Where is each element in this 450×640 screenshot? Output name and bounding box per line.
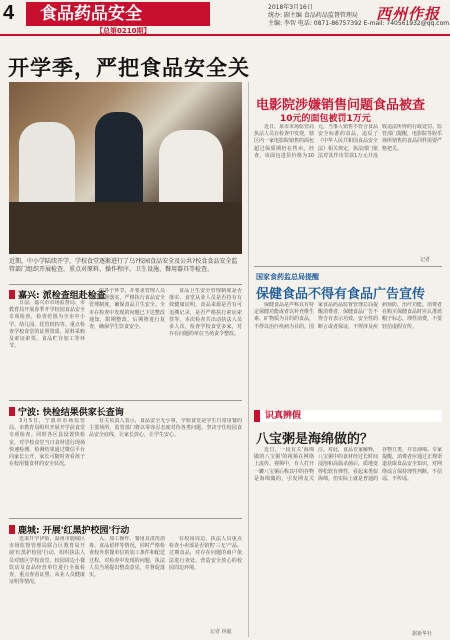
heading-marker	[9, 290, 15, 299]
paragraph: 食品卫生安全管理制度是否落实、食堂从业人员是否持有有效健康证明，食品来源是否有可追溯记录，是否严格执行索证索票等。本次检查共出动执法人员多人次，检查学校食堂多家，对存在问题的单位当场责令整改。	[169, 288, 242, 338]
divider	[9, 518, 242, 519]
column-divider	[248, 82, 249, 637]
heading-text: 宁波: 快检结果供家长查询	[18, 408, 124, 418]
page-number: 4	[3, 2, 15, 24]
section-title-text: 食品药品安全	[40, 4, 142, 24]
paragraph: 日前，嘉兴市市场监督局、市教育局开展春季开学校园食品安全专项检查，检查范围为全市中小学、幼儿园、托管机构等。重点检查学校食堂的证照资质、原料采购及索证索票、食品贮存加工等环节。	[9, 300, 85, 350]
article-title-congee: 八宝粥是海绵做的？	[256, 432, 374, 447]
heading-text: 鹿城: 开展'红黑护校园'行动	[18, 526, 130, 536]
issue-number: 【总第0210期】	[96, 27, 151, 35]
article-kicker: 国家食药监总局提醒	[256, 273, 319, 281]
author-signature: 据新华社	[412, 631, 433, 637]
article-body	[9, 300, 85, 396]
paragraph: 入、加工操作、餐用具清洗消毒、食品留样等情况，同时严格检查校外供餐单位的加工条件和配送过程。对检查中发现的问题，执法人员当场提出整改意见，并督促落实。	[89, 536, 165, 579]
heading-marker	[9, 407, 15, 416]
paragraph: 的各个环节，并要求管理人员做好监督落实，严格执行食品安全管理制度，确保食品卫生安全。全市在检查中发现的问题已下达整改通知，限期整改，后期将进行复查，确保学生饮食安全。	[89, 288, 165, 331]
article-body	[9, 418, 85, 514]
kitchen-counter	[9, 202, 242, 254]
paragraph: 近日，一段有关'海绵做的八宝粥'的视频在网络上流传。视频中，有人打开一罐八宝粥后称其中的谷物是海绵做的，引发网友关注。对此，食品专家解释，八宝粥中的食材经过长时间浸泡和高温杀菌后，质地变得松软有弹性，看起来类似海绵，但实际上就是普通的谷物豆类，并非海绵。专家提醒，消费者应通过正规渠道获取食品安全知识，对网络谣言保持理性判断，不信谣、不传谣。	[254, 447, 442, 482]
article-body	[169, 288, 242, 396]
article-body	[254, 447, 442, 629]
article-body	[169, 536, 242, 626]
newspaper-logo: 西州作报	[376, 5, 441, 23]
heading-marker	[9, 525, 15, 534]
editor-line: 统办: 副主编 食品药品监督管理局	[268, 12, 358, 19]
author-signature: 记者 林毅	[210, 629, 232, 635]
article-title-cinema: 电影院涉嫌销售问题食品被查	[256, 98, 426, 113]
news-photo	[9, 82, 242, 254]
section-bar: 识真辨假	[254, 410, 442, 422]
paragraph: 在校园周边，执法人员重点检查小卖部是否销售'三无'产品、过期食品，对存在问题的商户依法进行查处，营造安全放心的校园周边环境。	[169, 536, 242, 571]
article-subtitle-cinema: 10元的面包被罚1万元	[280, 114, 371, 124]
photo-caption: 近期，中小学陆续开学，学校食堂逐渐进行了乌?校园食品安全及公共?校食食品安全监管部门组织开展检查，重点对原料、操作程序、卫生设施、餐用器具等检查。	[9, 258, 238, 273]
author-signature: 记者	[420, 257, 431, 263]
divider	[9, 400, 242, 401]
paragraph: 近来开学伊始，温州市鹿城区市场监督管理局联合区教育局开展'红黑护校园'行动，组织执法人员对辖区学校食堂、校园周边小餐饮店及食品经营单位进行全面检查，重点查看证照、从业人员健康证明等情况。	[9, 536, 85, 586]
section-title	[26, 2, 210, 35]
heading-text: 嘉兴: 派检查组赴检查	[18, 291, 106, 301]
page-header	[0, 0, 450, 36]
divider	[254, 266, 442, 267]
article-title-health-food: 保健食品不得有食品广告宣传	[256, 287, 426, 302]
issue-date: 2018年3月16日	[268, 4, 313, 11]
paragraph: 保健食品是声称具有特定保健功能或者以补充维生素、矿物质为目的的食品，不得以治疗疾病为目的。国家食品药品监督管理总局提醒消费者，保健食品广告不得含有表示功效、安全性的断言或者保证，不得涉及疾病预防、治疗功能。消费者在购买保健食品时应认准蓝帽子标志，理性消费，不要轻信虚假宣传。	[254, 302, 442, 330]
divider	[9, 284, 242, 285]
article-body	[89, 536, 165, 636]
article-heading-ningbo	[9, 405, 124, 418]
paragraph: 近日，某市市场监管局执法人员在检查中发现，辖区内一家电影院销售的面包超过保质期仍在售卖。经查，该面包进货价格为10元，当事人销售不符合食品安全标准的食品，违反了《中华人民共和国食品安全法》相关规定，执法部门依法对其作出罚款1万元并没收违法所得的行政处罚。监管部门提醒，电影院等娱乐场所销售的食品同样需要严格把关。	[254, 124, 442, 159]
article-body	[89, 288, 165, 396]
article-heading-lucheng	[9, 523, 129, 536]
paragraph: 3月5日，宁波市市场监管局、市教育局组织开展开学前食堂专项检查。同时各区县设置快检室，对学校食堂当日食材进行现场快速检测，检测结果通过微信平台向家长公开，家长可随时查看孩子在校用餐食材的安全状况。	[9, 418, 85, 468]
article-body	[254, 302, 442, 402]
article-body	[9, 536, 85, 636]
main-headline: 开学季，严把食品安全关	[8, 56, 250, 80]
contact-line: 主编: 李智 电话: 0871-86757392 E-mail: 740561932@qq.com	[268, 20, 450, 27]
article-body	[89, 418, 242, 514]
article-body	[254, 124, 442, 254]
paragraph: 有关负责人表示，食品安全无小事，学校食堂是学生日常用餐的主要场所，监管部门将以零容忍态度对待各类问题，坚决守住校园食品安全底线，让家长放心，让学生安心。	[89, 418, 242, 439]
